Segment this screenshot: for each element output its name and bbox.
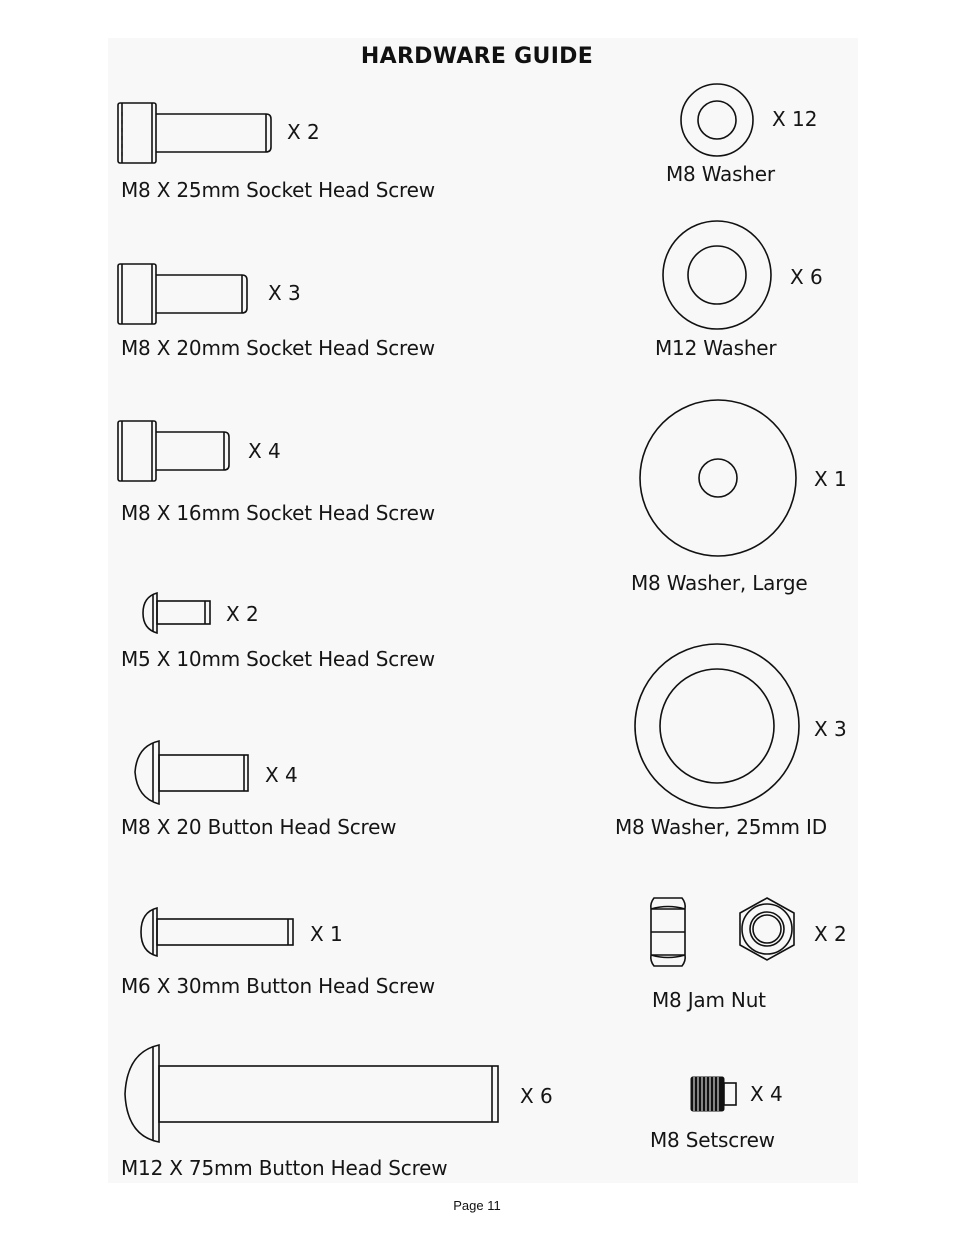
label-socket-screw-25: M8 X 25mm Socket Head Screw [121, 178, 435, 202]
qty-m8-jam-nut: X 2 [814, 922, 847, 946]
qty-m8-button-screw: X 4 [265, 763, 298, 787]
hex-nut-side-icon [648, 895, 688, 969]
button-head-screw-icon [137, 906, 299, 960]
washer-icon [632, 642, 802, 812]
label-m8-jam-nut: M8 Jam Nut [652, 988, 766, 1012]
label-m12-washer: M12 Washer [655, 336, 777, 360]
setscrew-icon [688, 1075, 740, 1113]
qty-m8-washer: X 12 [772, 107, 818, 131]
qty-m8-washer-25mm: X 3 [814, 717, 847, 741]
qty-m8-washer-large: X 1 [814, 467, 847, 491]
label-m12-button-screw: M12 X 75mm Button Head Screw [121, 1156, 448, 1180]
qty-socket-screw-16: X 4 [248, 439, 281, 463]
label-m8-washer: M8 Washer [666, 162, 775, 186]
qty-socket-screw-25: X 2 [287, 120, 320, 144]
page-title: HARDWARE GUIDE [360, 44, 594, 69]
qty-m12-washer: X 6 [790, 265, 823, 289]
qty-m12-button-screw: X 6 [520, 1084, 553, 1108]
qty-m5-screw: X 2 [226, 602, 259, 626]
label-socket-screw-20: M8 X 20mm Socket Head Screw [121, 336, 435, 360]
socket-head-screw-icon [116, 418, 238, 484]
button-head-screw-icon [131, 738, 255, 808]
washer-icon [678, 81, 756, 159]
label-socket-screw-16: M8 X 16mm Socket Head Screw [121, 501, 435, 525]
qty-socket-screw-20: X 3 [268, 281, 301, 305]
socket-head-screw-icon [116, 100, 276, 166]
label-m6-button-screw: M6 X 30mm Button Head Screw [121, 974, 435, 998]
label-m5-screw: M5 X 10mm Socket Head Screw [121, 647, 435, 671]
label-m8-setscrew: M8 Setscrew [650, 1128, 775, 1152]
button-head-screw-icon [139, 591, 215, 637]
hex-nut-icon [734, 896, 800, 962]
label-m8-button-screw: M8 X 20 Button Head Screw [121, 815, 397, 839]
label-m8-washer-25mm: M8 Washer, 25mm ID [615, 815, 827, 839]
button-head-screw-icon [121, 1042, 507, 1146]
qty-m6-button-screw: X 1 [310, 922, 343, 946]
washer-icon [636, 399, 800, 563]
socket-head-screw-icon [116, 261, 256, 327]
qty-m8-setscrew: X 4 [750, 1082, 783, 1106]
washer-icon [660, 218, 774, 332]
label-m8-washer-large: M8 Washer, Large [631, 571, 808, 595]
page-number: Page 11 [453, 1198, 501, 1213]
